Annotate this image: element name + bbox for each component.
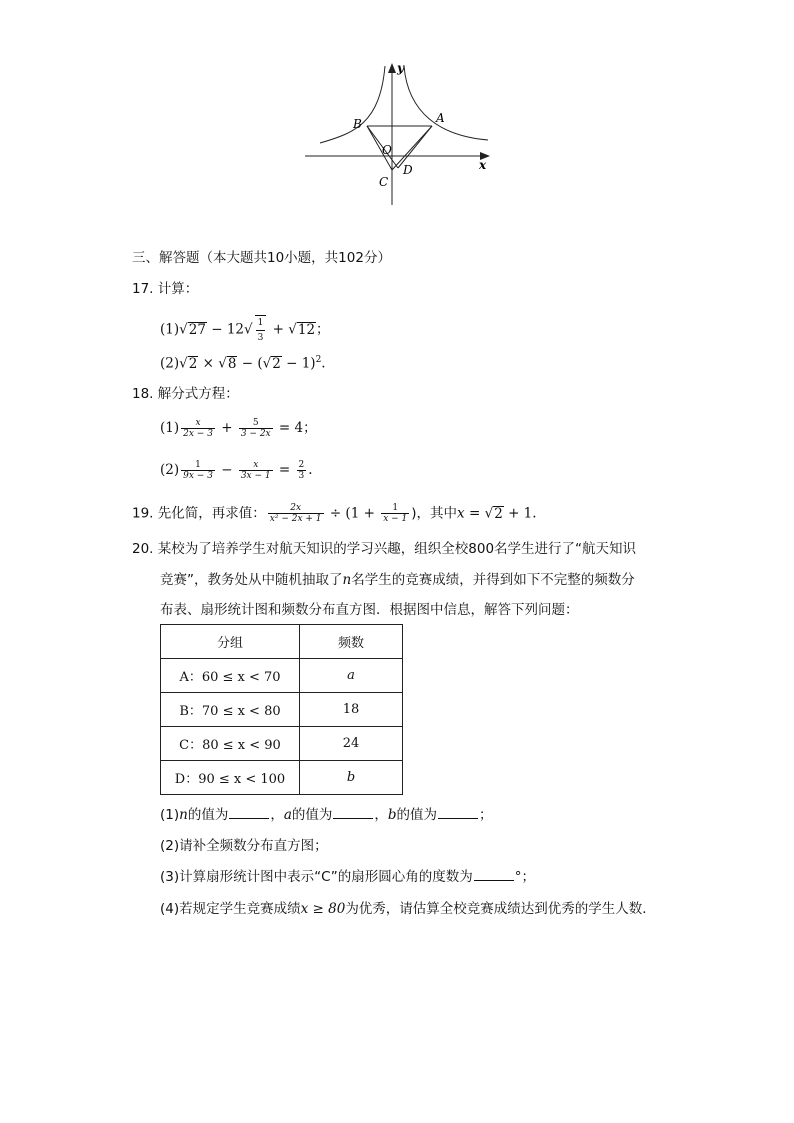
y-axis-arrow [388, 63, 396, 73]
answer-blank-a[interactable] [333, 806, 373, 819]
q17-part2-times: × [198, 355, 219, 372]
q20-sub1-text1: 的值为 [187, 807, 229, 823]
q17-number: 17. [132, 281, 154, 297]
q17-part1-plus: + [268, 321, 289, 338]
label-O: O [382, 143, 392, 157]
table-cell-frequency: 24 [300, 727, 403, 761]
q18-part2-eq: = [274, 462, 295, 478]
q17-part2-radicand-c: 2 [272, 355, 281, 372]
table-cell-frequency: 18 [300, 693, 403, 727]
q19-number: 19. [132, 505, 154, 522]
fraction-numerator: x [195, 418, 201, 428]
table-row [161, 761, 403, 795]
q18-stem [132, 385, 239, 403]
table-header-frequency: 频数 [300, 625, 403, 659]
q17-part2-radicand-a: 2 [188, 355, 198, 372]
q20-text-line1: 某校为了培养学生对航天知识的学习兴趣，组织全校800名学生进行了“航天知识 [157, 541, 637, 557]
table-header-row [161, 625, 403, 659]
q17-part1-radicand-a: 27 [188, 321, 206, 338]
q19-fraction2 [381, 503, 409, 524]
q17-part2-radicand-b: 8 [227, 355, 237, 372]
table-cell-frequency: b [300, 761, 403, 795]
q20-sub2: (2)请补全频数分布直方图； [160, 838, 328, 854]
label-D: D [403, 163, 413, 177]
q17-part1-minus: − 12 [206, 321, 244, 338]
q20-sub1 [160, 806, 493, 824]
q20-sub1-a: a [283, 807, 292, 823]
answer-blank-n[interactable] [229, 806, 269, 819]
q18-part1-rhs: = 4； [274, 420, 317, 436]
fraction-numerator: x [253, 460, 259, 470]
q20-sub4 [160, 900, 656, 918]
fraction-denominator: 3 − 2x [240, 429, 271, 439]
sqrt-sign: √ [244, 321, 253, 338]
q17-part1-index: (1) [160, 321, 180, 338]
q19-eq: = [464, 505, 485, 522]
answer-blank-angle[interactable] [474, 868, 514, 881]
fraction-denominator: x² − 2x + 1 [269, 514, 322, 524]
q18-part2 [160, 460, 313, 481]
fraction-numerator: 2x [290, 503, 302, 513]
q17-part1 [160, 315, 330, 345]
q20-line3: 布表、扇形统计图和频数分布直方图．根据图中信息，解答下列问题： [160, 602, 579, 618]
q20-line2 [160, 571, 635, 589]
fraction-numerator: 1 [257, 318, 264, 328]
q18-part1-plus: + [216, 420, 237, 436]
label-B: B [353, 117, 362, 131]
section-title: 三、解答题（本大题共10小题，共102分） [132, 250, 391, 266]
q17-part2-end: . [321, 355, 326, 372]
q18-part2-end: . [308, 462, 313, 478]
answer-blank-b[interactable] [438, 806, 478, 819]
fraction-denominator: 3x − 1 [240, 471, 271, 481]
q19-fraction1 [268, 503, 324, 524]
fraction-numerator: 1 [195, 460, 201, 470]
q20-sub3-text: (3)计算扇形统计图中表示“C”的扇形圆心角的度数为 [160, 869, 473, 885]
q20-sub1-b: b [387, 807, 397, 823]
hyperbola-figure [300, 58, 500, 208]
q17-part2-minus: − ( [237, 355, 263, 372]
q18-prompt: 解分式方程： [157, 386, 239, 402]
q18-part1-fraction2 [239, 418, 273, 439]
q20-sub4-text2: 为优秀，请估算全校竞赛成绩达到优秀的学生人数． [345, 901, 656, 917]
fraction-numerator: 2 [298, 460, 305, 470]
q17-prompt: 计算： [157, 281, 199, 297]
q19-x-variable: x [457, 505, 465, 522]
table-row [161, 727, 403, 761]
q20-text-line2a: 竞赛”，教务处从中随机抽取了 [160, 572, 343, 588]
q19-radicand: 2 [494, 505, 503, 522]
table-cell-group: D：90 ≤ x < 100 [161, 761, 300, 795]
q20-number: 20. [132, 541, 154, 557]
q17-part2-index: (2) [160, 355, 180, 372]
q20-sub1-comma2: ， [374, 807, 388, 823]
q20-text-line2b: 名学生的竞赛成绩，并得到如下不完整的频数分 [351, 572, 635, 588]
table-header-group: 分组 [161, 625, 300, 659]
sqrt-sign: √ [262, 355, 272, 372]
q20-sub1-text2: 的值为 [291, 807, 333, 823]
q17-part1-radicand-b: 12 [297, 321, 316, 338]
q17-part2 [160, 351, 326, 373]
fraction-numerator: 1 [392, 503, 399, 513]
label-y: y [397, 61, 404, 75]
table-cell-group: A：60 ≤ x < 70 [161, 659, 300, 693]
q18-part2-minus: − [216, 462, 237, 478]
table-row [161, 693, 403, 727]
q18-part2-fraction2 [239, 460, 273, 481]
sqrt-sign: √ [288, 321, 297, 338]
label-C: C [379, 175, 389, 189]
fraction-denominator: 9x − 3 [183, 471, 213, 481]
q20-sub1-end: ； [479, 807, 493, 823]
sqrt-sign: √ [179, 355, 188, 372]
q17-part2-exponent: 2 [315, 355, 322, 365]
sqrt-sign: √ [179, 321, 188, 338]
q20-sub4-condition: x ≥ 80 [300, 901, 346, 917]
q19-prompt: 先化简，再求值： [157, 505, 266, 522]
q19-stem [132, 503, 537, 524]
label-x: x [479, 158, 487, 172]
q20-sub4-text1: (4)若规定学生竞赛成绩 [160, 901, 301, 917]
sqrt-sign: √ [218, 355, 227, 372]
q18-part1 [160, 418, 317, 439]
table-row [161, 659, 403, 693]
fraction-numerator: 5 [252, 418, 259, 428]
q17-stem [132, 280, 198, 298]
sqrt-sign: √ [484, 505, 494, 522]
q20-sub1-text3: 的值为 [396, 807, 438, 823]
hyperbola-right-branch [404, 66, 488, 140]
q20-line1 [132, 540, 636, 558]
q18-part2-index: (2) [160, 462, 180, 478]
q20-n-variable: n [342, 572, 352, 588]
q20-sub1-comma1: ， [270, 807, 284, 823]
table-cell-frequency: a [300, 659, 403, 693]
fraction-denominator: 3 [256, 330, 266, 345]
q19-div: ÷ (1 + [325, 505, 380, 522]
q20-sub1-n: n [179, 807, 188, 823]
hyperbola-left-branch [320, 66, 385, 143]
label-A: A [436, 111, 445, 125]
q19-tail: + 1. [503, 505, 537, 522]
q18-part1-index: (1) [160, 420, 180, 436]
fraction-denominator: 2x − 3 [183, 429, 213, 439]
q18-number: 18. [132, 386, 154, 402]
q17-part1-fraction [255, 315, 267, 345]
q18-part2-fraction1 [181, 460, 215, 481]
fraction-denominator: x − 1 [383, 514, 408, 524]
q20-sub1-index: (1) [160, 807, 180, 823]
table-cell-group: B：70 ≤ x < 80 [161, 693, 300, 727]
fraction-denominator: 3 [298, 471, 305, 481]
q17-part1-end: ； [316, 321, 330, 338]
q19-close: )，其中 [411, 505, 458, 522]
q18-part2-fraction3 [297, 460, 307, 481]
q17-part2-rest: − 1) [281, 355, 316, 372]
q18-part1-fraction1 [181, 418, 215, 439]
q20-sub3 [160, 868, 535, 886]
table-cell-group: C：80 ≤ x < 90 [161, 727, 300, 761]
q20-sub3-end: °； [514, 869, 536, 885]
frequency-table [160, 624, 403, 795]
